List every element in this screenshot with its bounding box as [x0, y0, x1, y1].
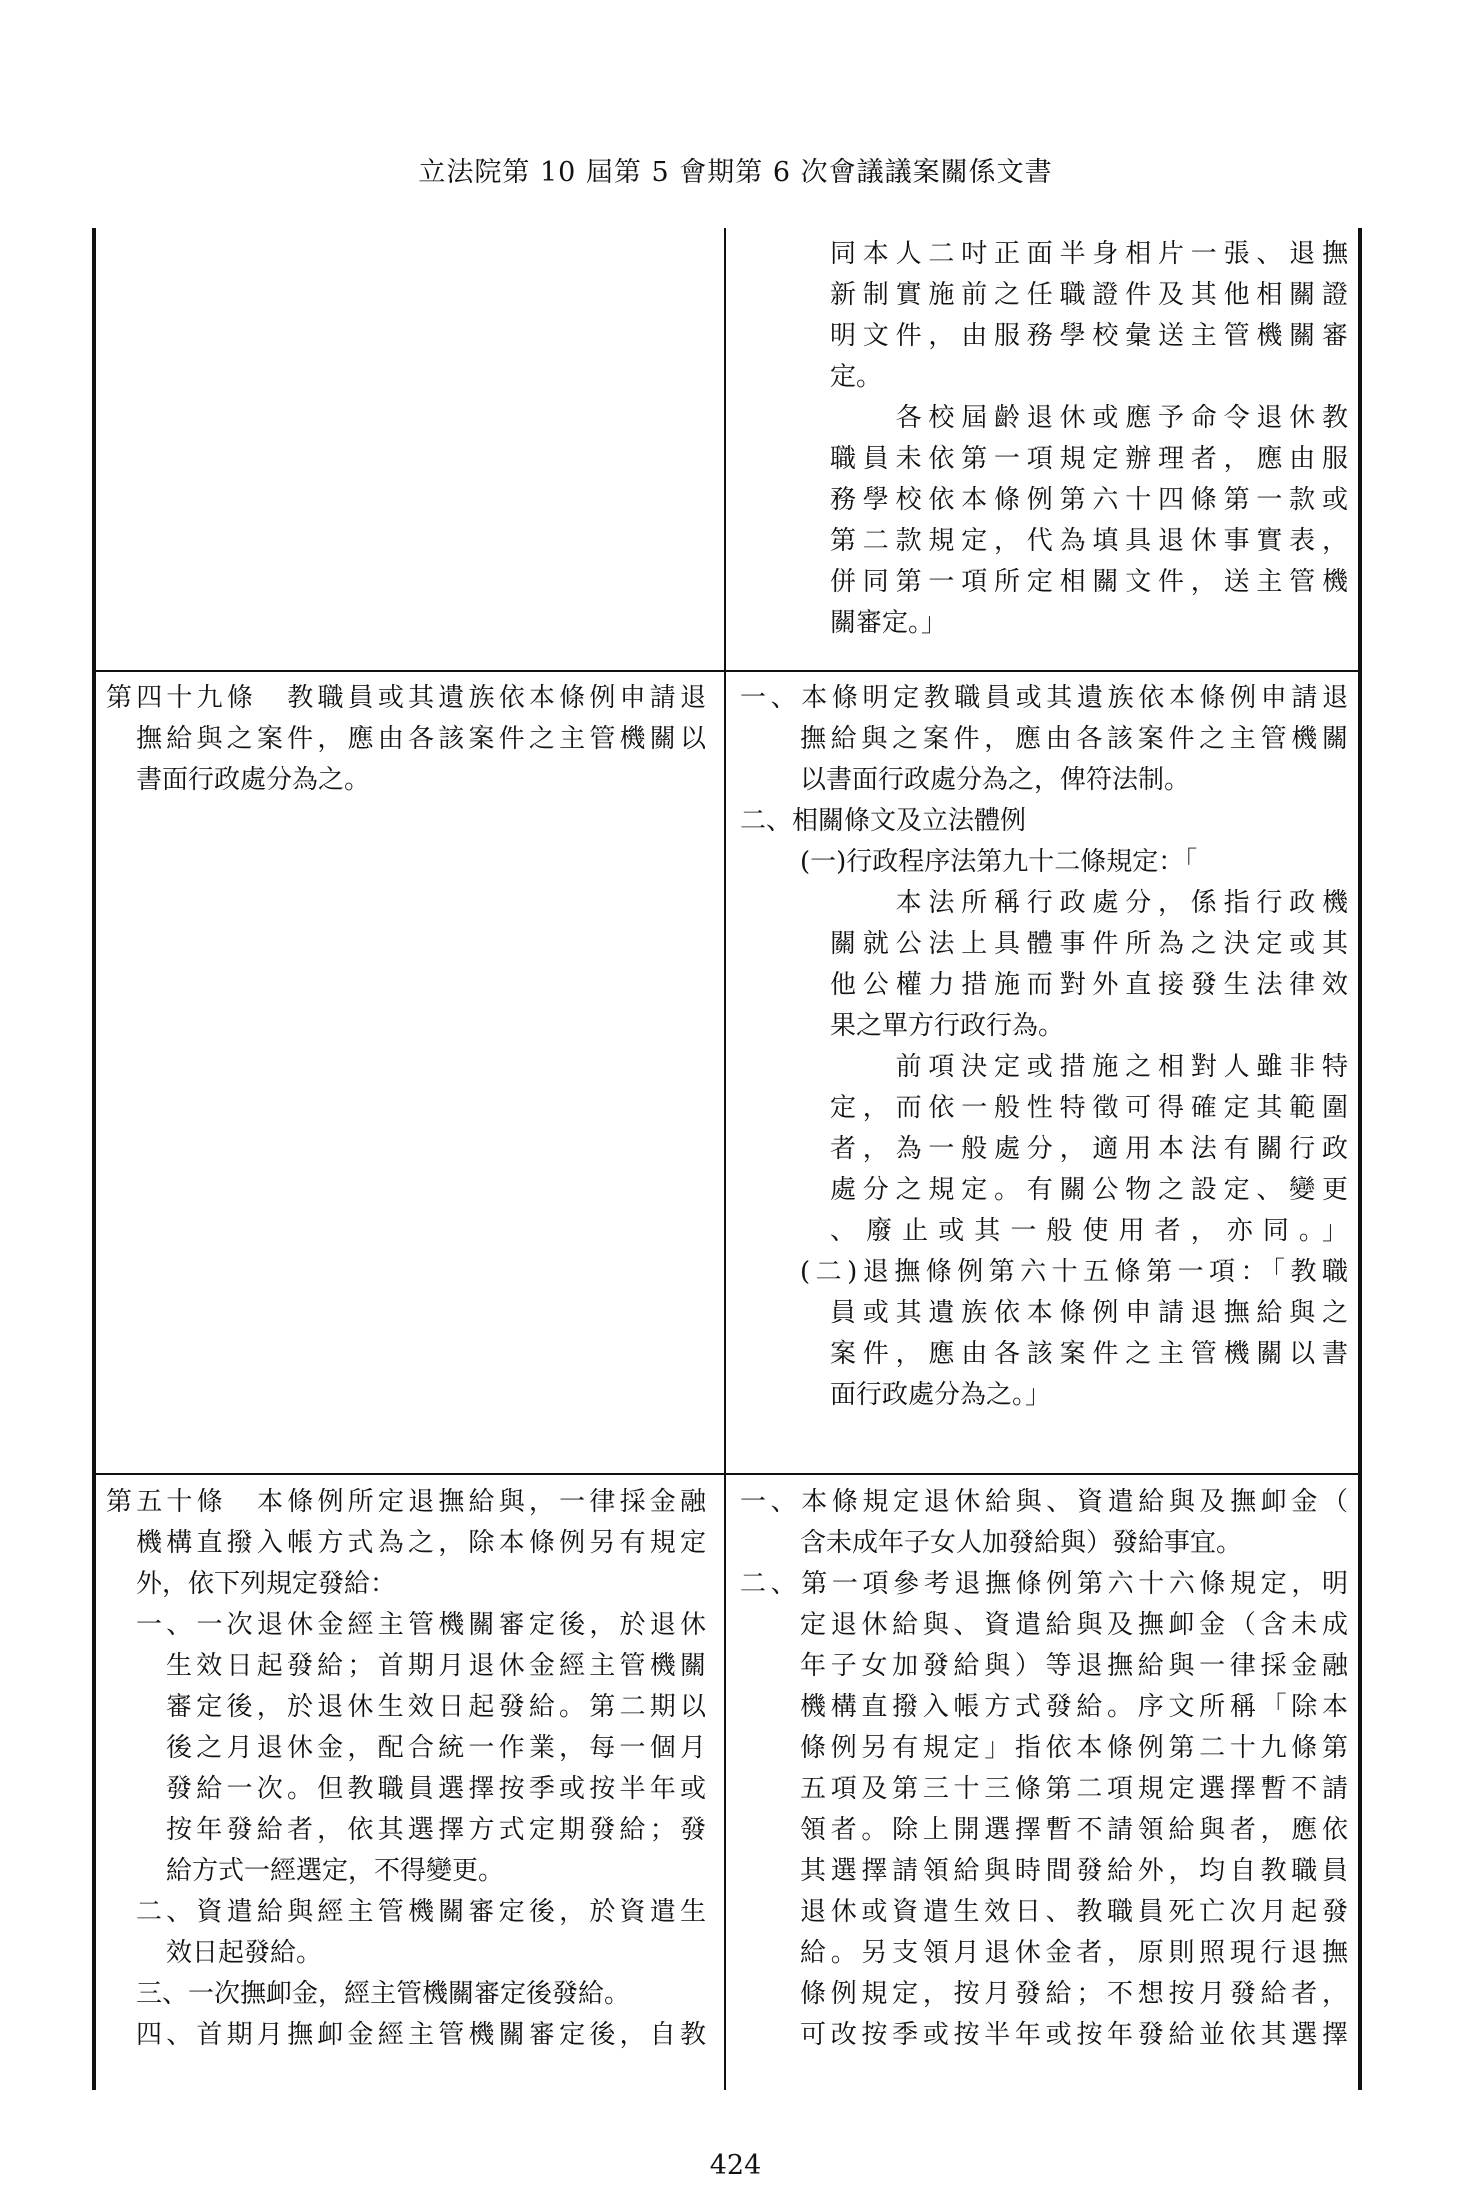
text-line: 按年發給者，依其選擇方式定期發給；發	[166, 1815, 706, 1845]
text-line: 機構直撥入帳方式發給。序文所稱「除本	[800, 1692, 1348, 1722]
text-line: 定。	[830, 362, 883, 392]
text-line: 審定後，於退休生效日起發給。第二期以	[166, 1692, 706, 1722]
text-line: 案件，應由各該案件之主管機關以書	[830, 1339, 1348, 1369]
text-line: 務學校依本條例第六十四條第一款或	[830, 485, 1348, 515]
text-line: (二)退撫條例第六十五條第一項：「教職	[800, 1257, 1348, 1287]
text-line: 各校屆齡退休或應予命令退休教	[830, 403, 1348, 433]
text-line: 明文件，由服務學校彙送主管機關審	[830, 321, 1348, 351]
text-line: 果之單方行政行為。	[830, 1011, 1065, 1041]
text-line: 定，而依一般性特徵可得確定其範圍	[830, 1093, 1348, 1123]
text-line: 三、一次撫卹金，經主管機關審定後發給。	[136, 1979, 631, 2009]
text-line: 機構直撥入帳方式為之，除本條例另有規定	[136, 1528, 706, 1558]
article-title-line: 第四十九條 教職員或其遺族依本條例申請退	[106, 683, 706, 713]
text-line: 、廢止或其一般使用者，亦同。」	[830, 1216, 1348, 1246]
text-line: 可改按季或按半年或按年發給並依其選擇	[800, 2020, 1348, 2050]
text-line: 年子女加發給與）等退撫給與一律採金融	[800, 1651, 1348, 1681]
text-line: 新制實施前之任職證件及其他相關證	[830, 280, 1348, 310]
text-line: 含未成年子女人加發給與）發給事宜。	[800, 1528, 1243, 1558]
text-line: 外，依下列規定發給：	[136, 1569, 397, 1599]
text-line: 前項決定或措施之相對人雖非特	[830, 1052, 1348, 1082]
text-line: 處分之規定。有關公物之設定、變更	[830, 1175, 1348, 1205]
text-line: 以書面行政處分為之，俾符法制。	[800, 765, 1191, 795]
text-line: 四、首期月撫卹金經主管機關審定後，自教	[136, 2020, 706, 2050]
text-line: 他公權力措施而對外直接發生法律效	[830, 970, 1348, 1000]
text-line: 領者。除上開選擇暫不請領給與者，應依	[800, 1815, 1348, 1845]
article-49-text	[106, 678, 706, 801]
article-title-line: 第五十條 本條例所定退撫給與，一律採金融	[106, 1487, 706, 1517]
text-line: 面行政處分為之。」	[830, 1380, 1052, 1410]
text-line: 一、本條明定教職員或其遺族依本條例申請退	[740, 683, 1348, 713]
text-line: 生效日起發給；首期月退休金經主管機關	[166, 1651, 706, 1681]
text-line: 二、相關條文及立法體例	[740, 806, 1027, 836]
article-50-explanation	[740, 1482, 1348, 2056]
row1-explanation	[740, 234, 1348, 644]
text-line: 者，為一般處分，適用本法有關行政	[830, 1134, 1348, 1164]
text-line: 關審定。」	[830, 608, 948, 638]
text-line: 撫給與之案件，應由各該案件之主管機關以	[136, 724, 706, 754]
text-line: 定退休給與、資遣給與及撫卹金（含未成	[800, 1610, 1348, 1640]
text-line: 同本人二吋正面半身相片一張、退撫	[830, 239, 1348, 269]
page-number: 424	[709, 2150, 762, 2181]
row-divider-2	[92, 1473, 1362, 1475]
text-line: 五項及第三十三條第二項規定選擇暫不請	[800, 1774, 1348, 1804]
article-49-explanation	[740, 678, 1348, 1416]
text-line: (一)行政程序法第九十二條規定：「	[800, 847, 1198, 877]
table-left-border	[92, 228, 96, 2090]
text-line: 條例規定，按月發給；不想按月發給者，	[800, 1979, 1348, 2009]
text-line: 職員未依第一項規定辦理者，應由服	[830, 444, 1348, 474]
text-line: 一、一次退休金經主管機關審定後，於退休	[136, 1610, 706, 1640]
document-header: 立法院第 10 屆第 5 會期第 6 次會議議案關係文書	[418, 157, 1053, 188]
text-line: 發給一次。但教職員選擇按季或按半年或	[166, 1774, 706, 1804]
text-line: 關就公法上具體事件所為之決定或其	[830, 929, 1348, 959]
text-line: 書面行政處分為之。	[136, 765, 371, 795]
table-center-divider	[724, 228, 726, 2090]
text-line: 給。另支領月退休金者，原則照現行退撫	[800, 1938, 1348, 1968]
article-50-text	[106, 1482, 706, 2056]
text-line: 條例另有規定」指依本條例第二十九條第	[800, 1733, 1348, 1763]
text-line: 員或其遺族依本條例申請退撫給與之	[830, 1298, 1348, 1328]
row-divider-1	[92, 670, 1362, 672]
text-line: 二、資遣給與經主管機關審定後，於資遣生	[136, 1897, 706, 1927]
text-line: 效日起發給。	[166, 1938, 323, 1968]
text-line: 撫給與之案件，應由各該案件之主管機關	[800, 724, 1348, 754]
text-line: 本法所稱行政處分，係指行政機	[830, 888, 1348, 918]
text-line: 退休或資遣生效日、教職員死亡次月起發	[800, 1897, 1348, 1927]
text-line: 第二款規定，代為填具退休事實表，	[830, 526, 1348, 556]
text-line: 後之月退休金，配合統一作業，每一個月	[166, 1733, 706, 1763]
table-right-border	[1358, 228, 1362, 2090]
text-line: 二、第一項參考退撫條例第六十六條規定，明	[740, 1569, 1348, 1599]
text-line: 一、本條規定退休給與、資遣給與及撫卹金（	[740, 1487, 1348, 1517]
comparison-table	[92, 228, 1362, 2090]
text-line: 其選擇請領給與時間發給外，均自教職員	[800, 1856, 1348, 1886]
text-line: 併同第一項所定相關文件，送主管機	[830, 567, 1348, 597]
text-line: 給方式一經選定，不得變更。	[166, 1856, 505, 1886]
